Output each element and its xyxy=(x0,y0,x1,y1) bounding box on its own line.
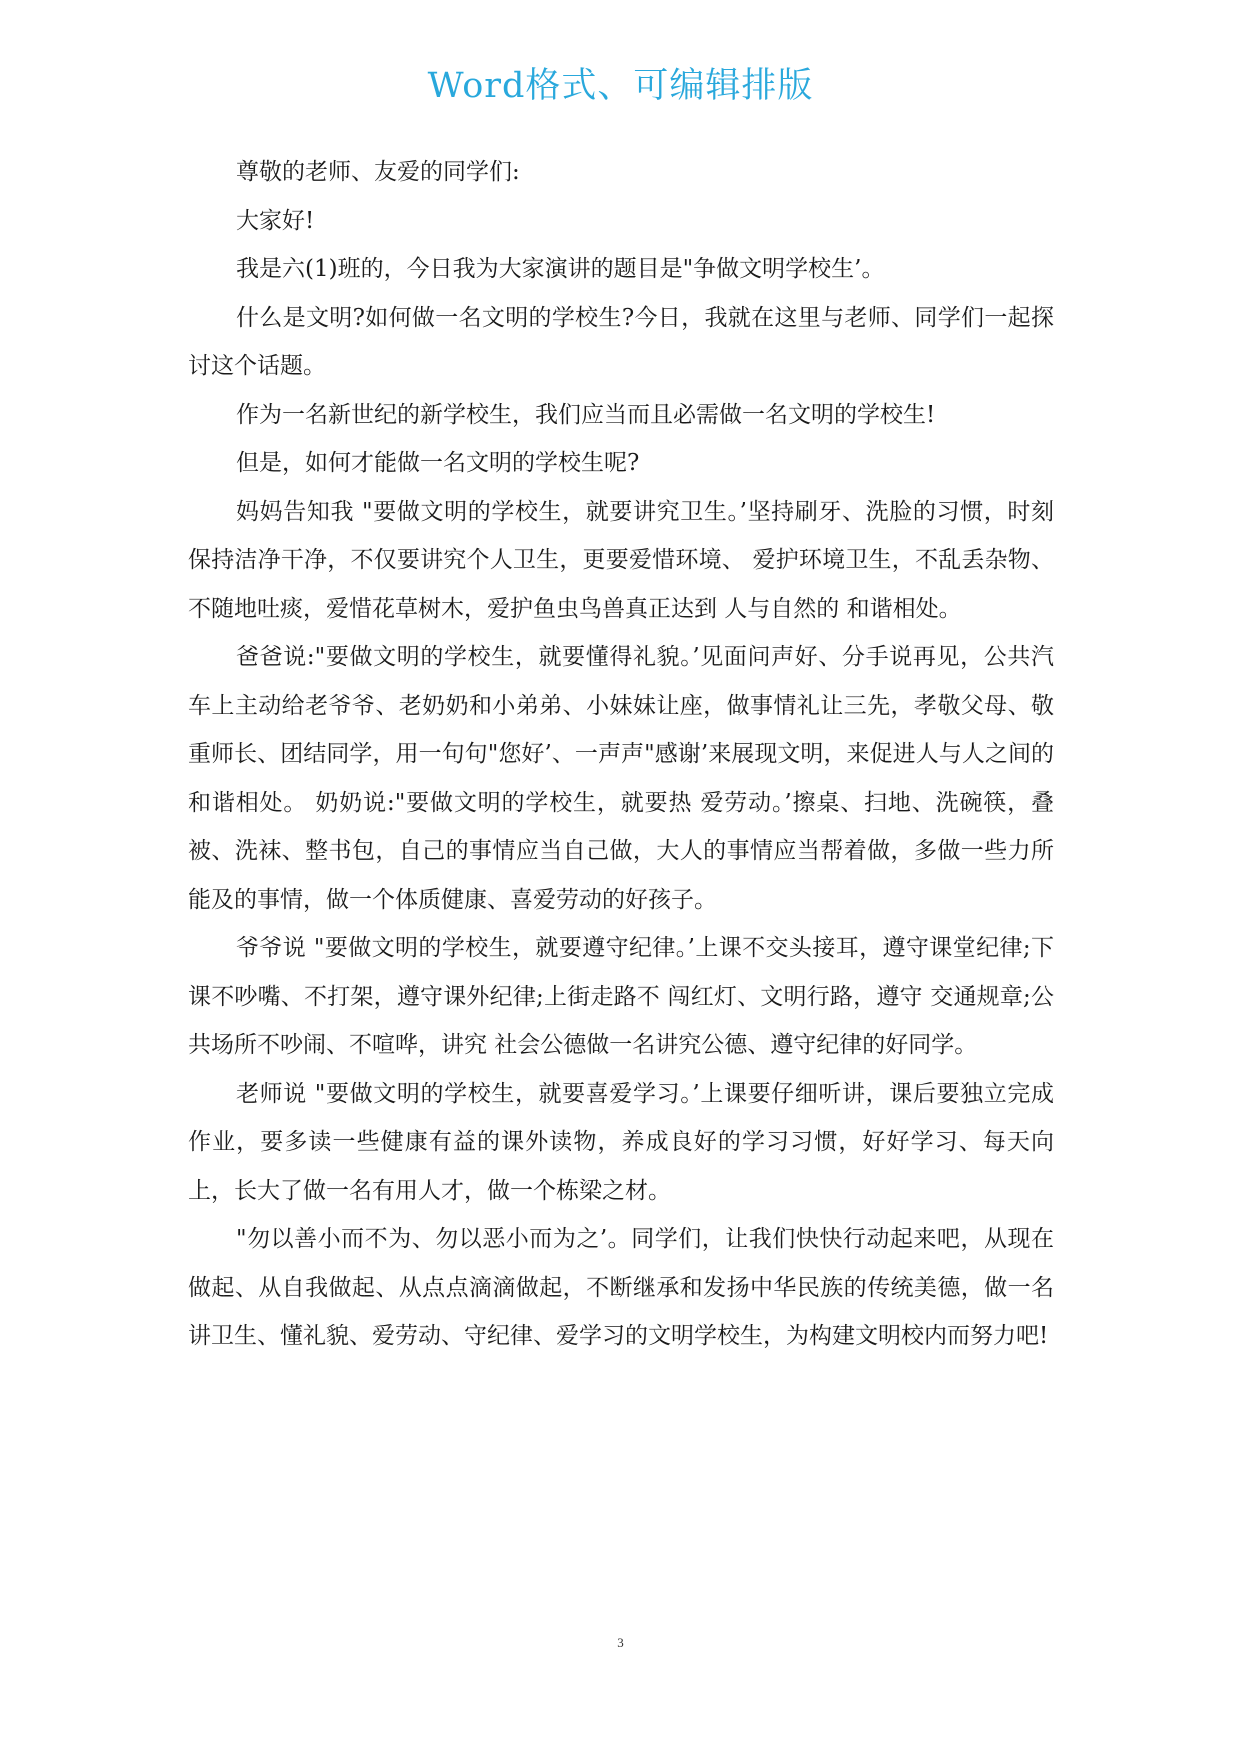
closing-paragraph: "勿以善小而不为、勿以恶小而为之’。同学们，让我们快快行动起来吧，从现在做起、从自我做起、从点点滴滴做起，不断继承和发扬中华民族的传统美德，做一名讲卫生、懂礼貌、爱劳动、守纪律、爱学习的文明学校生，为构建文明校内而努力吧! xyxy=(188,1226,1054,1349)
document-body xyxy=(188,148,1054,1361)
page-number: 3 xyxy=(617,1635,624,1650)
body-paragraph: 作为一名新世纪的新学校生，我们应当而且必需做一名文明的学校生! xyxy=(236,401,936,428)
body-paragraph: 妈妈告知我 "要做文明的学校生，就要讲究卫生。’坚持刷牙、洗脸的习惯，时刻保持洁净干净，不仅要讲究个人卫生，更要爱惜环境、 爱护环境卫生，不乱丢杂物、不随地吐痰，爱惜花草树木，爱护鱼虫鸟兽真正达到 人与自然的 和谐相处。 xyxy=(188,498,1054,622)
body-paragraph: 但是，如何才能做一名文明的学校生呢? xyxy=(236,450,640,476)
body-paragraph: 我是六(1)班的，今日我为大家演讲的题目是"争做文明学校生’。 xyxy=(236,256,885,282)
body-paragraph: 什么是文明?如何做一名文明的学校生?今日，我就在这里与老师、同学们一起探讨这个话题。 xyxy=(188,304,1054,379)
salutation-paragraph: 尊敬的老师、友爱的同学们: xyxy=(236,159,520,185)
greeting-paragraph: 大家好! xyxy=(236,207,315,234)
body-paragraph: 爸爸说:"要做文明的学校生，就要懂得礼貌。’见面问声好、分手说再见，公共汽车上主动给老爷爷、老奶奶和小弟弟、小妹妹让座，做事情礼让三先，孝敬父母、敬重师长、团结同学，用一句句"您好’、一声声"感谢’来展现文明，来促进人与人之间的和谐相处。 奶奶说:"要做文明的学校生，就要热 爱劳动。’擦桌、扫地、洗碗筷，叠被、洗袜、整书包，自己的事情应当自己做，大人的事情应当帮着做，多做一些力所能及的事情，做一个体质健康、喜爱劳动的好孩子。 xyxy=(188,644,1054,913)
body-paragraph: 爷爷说 "要做文明的学校生，就要遵守纪律。’上课不交头接耳，遵守课堂纪律;下课不吵嘴、不打架，遵守课外纪律;上街走路不 闯红灯、文明行路，遵守 交通规章;公共场所不吵闹、不喧哗，讲究 社会公德做一名讲究公德、遵守纪律的好同学。 xyxy=(188,935,1054,1058)
body-paragraph: 老师说 "要做文明的学校生，就要喜爱学习。’上课要仔细听讲，课后要独立完成作业，要多读一些健康有益的课外读物，养成良好的学习习惯，好好学习、每天向上，长大了做一名有用人才，做一个栋梁之材。 xyxy=(188,1080,1054,1204)
document-header-title: Word格式、可编辑排版 xyxy=(427,66,814,106)
